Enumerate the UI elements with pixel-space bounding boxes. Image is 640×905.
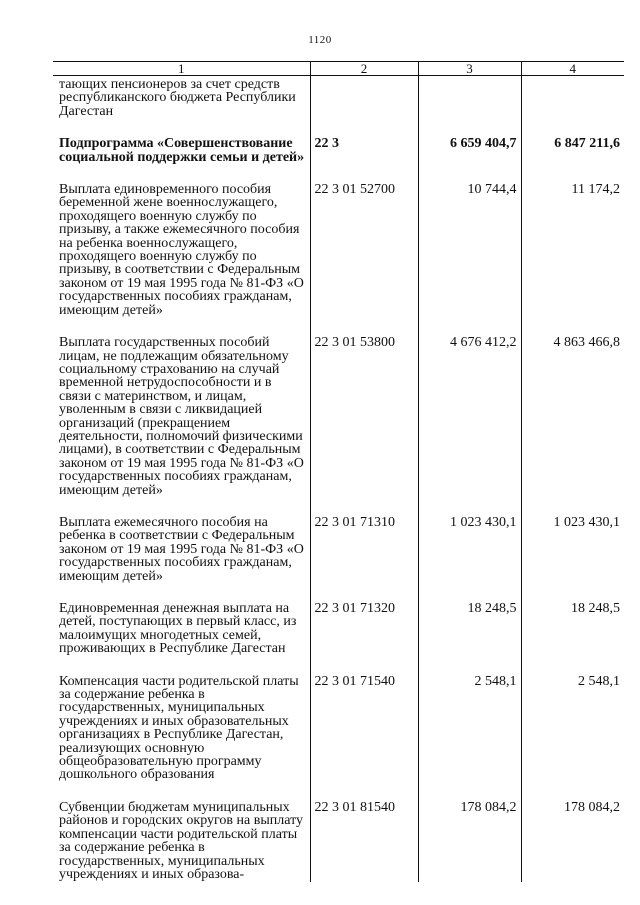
row-value-col4: 11 174,2 <box>521 183 624 336</box>
row-name: Выплата ежемесячного пособия на ребенка в соответствии с Федеральным законом от 19 мая 1995 года № 81-ФЗ «О государственных пособиях гражданам, имеющим детей» <box>59 514 304 584</box>
column-header-2: 2 <box>310 62 418 76</box>
row-value-col3: 10 744,4 <box>418 183 521 336</box>
column-header-3: 3 <box>418 62 521 76</box>
row-code: 22 3 01 81540 <box>310 801 418 882</box>
budget-table <box>53 61 624 882</box>
row-value-col4: 18 248,5 <box>521 602 624 675</box>
row-value-col3: 18 248,5 <box>418 602 521 675</box>
row-value-col4: 4 863 466,8 <box>521 336 624 516</box>
table-row <box>53 516 624 602</box>
row-value-col4: 1 023 430,1 <box>521 516 624 602</box>
row-value-col4: 2 548,1 <box>521 675 624 801</box>
row-name: Выплата единовременного пособия беременной жене военнослужащего, проходящего военную службу по призыву, а также ежемесячного пособия на ребенка военнослужащего, проходящего военную службу по призыву, в соответствии с Федеральным законом от 19 мая 1995 года № 81-ФЗ «О государственных пособиях гражданам, имеющим детей» <box>59 182 304 318</box>
table-row <box>53 801 624 882</box>
row-name: Подпрограмма «Совершенствование социальной поддержки семьи и детей» <box>59 136 305 165</box>
row-code: 22 3 01 71540 <box>310 675 418 801</box>
table-row <box>53 183 624 336</box>
row-name: тающих пенсионеров за счет средств республиканского бюджета Республики Дагестан <box>59 77 296 119</box>
page-number: 1120 <box>308 34 332 46</box>
row-value-col4: 6 847 211,6 <box>521 137 624 183</box>
row-name: Выплата государственных пособий лицам, не подлежащим обязательному социальному страхованию на случай временной нетрудоспособности и в связи с материнством, и лицам, уволенным в связи с ликвидацией организаций (прекращением деятельности, полномочий физическими лицами), в соответствии с Федеральным законом от 19 мая 1995 года № 81-ФЗ «О государственных пособиях гражданам, имеющим детей» <box>59 335 304 498</box>
row-value-col3: 4 676 412,2 <box>418 336 521 516</box>
row-value-col3: 6 659 404,7 <box>418 137 521 183</box>
row-name: Единовременная денежная выплата на детей, поступающих в первый класс, из малоимущих многодетных семей, проживающих в Республике Дагестан <box>59 601 297 657</box>
row-name: Компенсация части родительской платы за содержание ребенка в государственных, муниципальных учреждениях и иных образовательных организациях в Республике Дагестан, реализующих основную общеобразовательную программу дошкольного образования <box>59 673 299 783</box>
row-code: 22 3 01 71310 <box>310 516 418 602</box>
table-row <box>53 602 624 675</box>
table-header-row <box>53 62 624 76</box>
row-name: Субвенции бюджетам муниципальных районов и городских округов на выплату компенсации части родительской платы за содержание ребенка в государственных, муниципальных учреждениях и иных образова- <box>59 799 304 882</box>
table-row <box>53 675 624 801</box>
column-header-1: 1 <box>53 62 310 76</box>
table-row <box>53 336 624 516</box>
row-value-col4: 178 084,2 <box>521 801 624 882</box>
row-value-col3: 1 023 430,1 <box>418 516 521 602</box>
row-code: 22 3 <box>310 137 418 183</box>
row-value-col4 <box>521 76 624 138</box>
row-code <box>310 76 418 138</box>
row-code: 22 3 01 71320 <box>310 602 418 675</box>
row-value-col3: 178 084,2 <box>418 801 521 882</box>
table-row <box>53 76 624 138</box>
row-value-col3 <box>418 76 521 138</box>
row-code: 22 3 01 52700 <box>310 183 418 336</box>
table-row-subprogram <box>53 137 624 183</box>
column-header-4: 4 <box>521 62 624 76</box>
row-code: 22 3 01 53800 <box>310 336 418 516</box>
row-value-col3: 2 548,1 <box>418 675 521 801</box>
